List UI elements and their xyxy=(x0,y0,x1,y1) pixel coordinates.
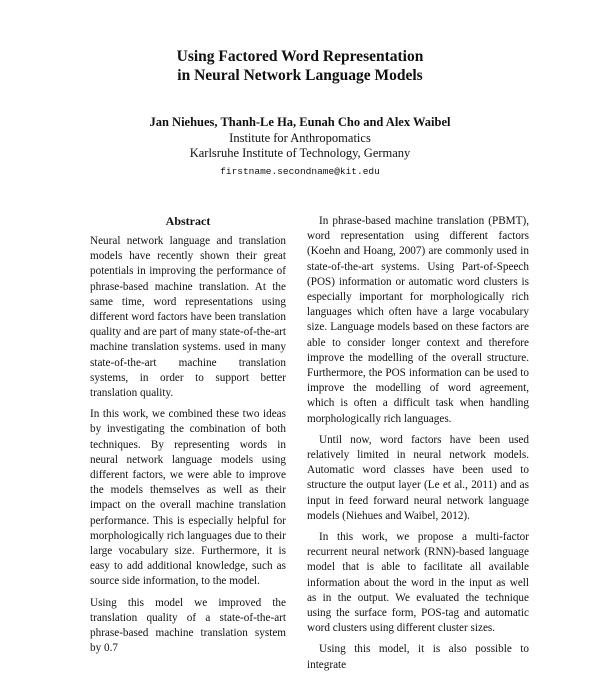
left-column xyxy=(90,214,286,662)
abstract-paragraph: In this work, we combined these two ideas by investigating the combination of both techniques. By representing words in neural network language models using different factors, we were able to improve the models themselves as well as their impact on the overall machine translation performance. This is especially helpful for morphologically rich languages due to their large vocabulary size. Furthermore, it is easy to add additional knowledge, such as source side information, to the model. xyxy=(90,408,286,588)
right-column xyxy=(307,214,529,679)
abstract-heading: Abstract xyxy=(165,214,211,228)
author-email: firstname.secondname@kit.edu xyxy=(220,165,380,177)
body-paragraph: In this work, we propose a multi-factor recurrent neural network (RNN)-based language model that is able to facilitate all available information about the word in the input as well as in the output. We evaluated the technique using the surface form, POS-tag and automatic word clusters using different cluster sizes. xyxy=(307,531,529,635)
title-line-2: in Neural Network Language Models xyxy=(177,67,423,84)
body-paragraph: In phrase-based machine translation (PBMT), word representation using different factors (Koehn and Hoang, 2007) are commonly used in state-of-the-art systems. Using Part-of-Speech (POS) information or automatic word clusters is especially important for morphologically rich languages which often have a large vocabulary size. Language models based on these factors are able to consider longer context and therefore improve the modelling of the overall structure. Furthermore, the POS information can be used to improve the modelling of word agreement, which is often a difficult task when handling morphologically rich languages. xyxy=(307,215,529,425)
abstract-paragraph: Neural network language and translation models have recently shown their great potentials in improving the performance of phrase-based machine translation. At the same time, word representations using different word factors have been translation quality and are part of many state-of-the-art machine translation systems. used in many state-of-the-art machine translation systems, in order to support better translation quality. xyxy=(90,235,286,400)
affiliation-university: Karlsruhe Institute of Technology, Germany xyxy=(189,146,411,160)
abstract-paragraph: Using this model we improved the translation quality of a state-of-the-art phrase-based machine translation system by 0.7 xyxy=(90,596,286,655)
body-paragraph: Until now, word factors have been used relatively limited in neural network models. Automatic word classes have been used to structure the output layer (Le et al., 2011) and as input in feed forward neural network language models (Niehues and Waibel, 2012). xyxy=(307,433,529,522)
author-block xyxy=(0,115,600,179)
author-names: Jan Niehues, Thanh-Le Ha, Eunah Cho and Alex Waibel xyxy=(149,115,451,129)
paper-title xyxy=(0,47,600,85)
title-line-1: Using Factored Word Representation xyxy=(176,48,424,65)
affiliation-institute: Institute for Anthropomatics xyxy=(229,130,371,145)
body-paragraph: Using this model, it is also possible to integrate xyxy=(307,643,529,671)
